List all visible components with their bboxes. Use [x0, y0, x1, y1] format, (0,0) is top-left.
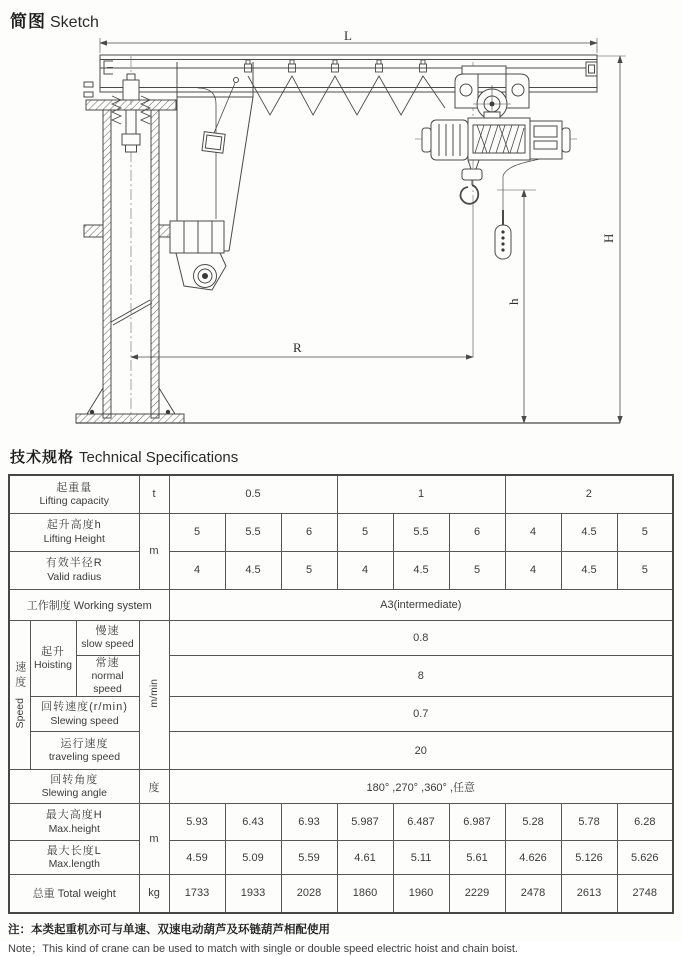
- hoist-trolley: [455, 66, 529, 123]
- height-value: 5.5: [393, 513, 449, 551]
- row-slewing-angle: [9, 770, 673, 804]
- radius-value: 4: [505, 551, 561, 589]
- max-length-value: 5.59: [281, 841, 337, 875]
- specs-title-zh: 技术规格: [10, 449, 75, 466]
- row-label-max-length: 最大长度L Max.length: [9, 841, 139, 875]
- speed-group-label: 速度 Speed: [9, 620, 30, 770]
- row-normal-speed: [9, 655, 673, 697]
- unit-meters-2: m: [139, 804, 169, 875]
- height-value: 5: [169, 513, 225, 551]
- max-length-value: 5.126: [561, 841, 617, 875]
- max-length-value: 5.626: [617, 841, 673, 875]
- row-slewing-speed: [9, 697, 673, 732]
- note-chinese: 注：本类起重机亦可与单速、双速电动葫芦及环链葫芦相配使用: [8, 923, 330, 936]
- sketch-section: [0, 0, 682, 446]
- total-weight-value: 1960: [393, 875, 449, 913]
- max-height-value: 6.28: [617, 804, 673, 841]
- height-value: 6: [281, 513, 337, 551]
- total-weight-value: 2748: [617, 875, 673, 913]
- max-height-value: 6.987: [449, 804, 505, 841]
- capacity-value: 1: [337, 475, 505, 513]
- max-height-value: 5.987: [337, 804, 393, 841]
- normal-speed-value: 8: [169, 655, 673, 697]
- height-value: 5: [337, 513, 393, 551]
- row-label-slow-speed: 慢速 slow speed: [76, 620, 139, 655]
- junction-box: [202, 78, 239, 154]
- row-label-lifting-height: 起升高度h Lifting Height: [9, 513, 139, 551]
- height-value: 4.5: [561, 513, 617, 551]
- row-working-system: [9, 589, 673, 620]
- height-value: 5: [617, 513, 673, 551]
- max-length-value: 4.59: [169, 841, 225, 875]
- slewing-head: [170, 62, 253, 290]
- height-value: 6: [449, 513, 505, 551]
- specs-title-en: Technical Specifications: [79, 449, 239, 466]
- row-lifting-height: [9, 513, 673, 551]
- electric-hoist: [415, 118, 577, 160]
- max-length-value: 5.11: [393, 841, 449, 875]
- row-valid-radius: [9, 551, 673, 589]
- hook-block: [461, 160, 482, 204]
- traveling-speed-value: 20: [169, 732, 673, 770]
- dim-label-h: h: [506, 298, 521, 305]
- row-label-valid-radius: 有效半径R Valid radius: [9, 551, 139, 589]
- row-max-length: [9, 841, 673, 875]
- max-height-value: 6.43: [225, 804, 281, 841]
- festoon-hangers: [245, 60, 427, 72]
- height-value: 4: [505, 513, 561, 551]
- unit-lifting-capacity: t: [139, 475, 169, 513]
- radius-value: 4.5: [561, 551, 617, 589]
- max-length-value: 4.626: [505, 841, 561, 875]
- sketch-title: [10, 7, 99, 32]
- max-length-value: 4.61: [337, 841, 393, 875]
- max-height-value: 5.78: [561, 804, 617, 841]
- unit-meters: m: [139, 513, 169, 589]
- working-system-value: A3(intermediate): [169, 589, 673, 620]
- row-total-weight: [9, 875, 673, 913]
- dim-label-L: L: [344, 28, 352, 43]
- hoisting-group-label: 起升 Hoisting: [30, 620, 76, 697]
- unit-degrees: 度: [139, 770, 169, 804]
- radius-value: 5: [281, 551, 337, 589]
- sketch-title-en: Sketch: [50, 14, 99, 31]
- row-traveling-speed: [9, 732, 673, 770]
- unit-kg: kg: [139, 875, 169, 913]
- row-label-total-weight: 总重 Total weight: [9, 875, 139, 913]
- slewing-speed-value: 0.7: [169, 697, 673, 732]
- max-height-value: 5.28: [505, 804, 561, 841]
- row-label-working-system: 工作制度 Working system: [9, 589, 169, 620]
- radius-value: 4.5: [393, 551, 449, 589]
- column: [76, 74, 184, 423]
- slow-speed-value: 0.8: [169, 620, 673, 655]
- pendant-control: [495, 159, 540, 259]
- radius-value: 4.5: [225, 551, 281, 589]
- capacity-value: 2: [505, 475, 673, 513]
- sketch-linework: [76, 38, 626, 423]
- row-label-slewing-angle: 回转角度 Slewing angle: [9, 770, 139, 804]
- radius-value: 5: [617, 551, 673, 589]
- total-weight-value: 1933: [225, 875, 281, 913]
- dimension-labels: [293, 28, 616, 355]
- total-weight-value: 1733: [169, 875, 225, 913]
- specs-title: [10, 446, 682, 467]
- row-max-height: [9, 804, 673, 841]
- max-height-value: 6.487: [393, 804, 449, 841]
- max-height-value: 5.93: [169, 804, 225, 841]
- total-weight-value: 2229: [449, 875, 505, 913]
- total-weight-value: 1860: [337, 875, 393, 913]
- slewing-angle-value: 180° ,270° ,360° ,任意: [169, 770, 673, 804]
- row-label-slewing-speed: 回转速度(r/min) Slewing speed: [30, 697, 139, 732]
- spec-table: [8, 474, 674, 914]
- crane-sketch-drawing: [0, 0, 682, 446]
- sketch-title-zh: 简图: [10, 12, 46, 31]
- radius-value: 4: [337, 551, 393, 589]
- capacity-value: 0.5: [169, 475, 337, 513]
- row-slow-speed: [9, 620, 673, 655]
- radius-value: 4: [169, 551, 225, 589]
- row-label-lifting-capacity: 起重量 Lifting capacity: [9, 475, 139, 513]
- height-value: 5.5: [225, 513, 281, 551]
- row-label-normal-speed: 常速 normal speed: [76, 655, 139, 697]
- row-lifting-capacity: [9, 475, 673, 513]
- unit-speed: m/min: [139, 620, 169, 770]
- total-weight-value: 2478: [505, 875, 561, 913]
- radius-value: 5: [449, 551, 505, 589]
- total-weight-value: 2028: [281, 875, 337, 913]
- row-label-max-height: 最大高度H Max.height: [9, 804, 139, 841]
- max-height-value: 6.93: [281, 804, 337, 841]
- row-label-traveling-speed: 运行速度 traveling speed: [30, 732, 139, 770]
- dim-label-R: R: [293, 340, 302, 355]
- total-weight-value: 2613: [561, 875, 617, 913]
- dim-label-H: H: [601, 233, 616, 243]
- note-english: Note；This kind of crane can be used to match with single or double speed electric hoist and chain boist.: [8, 942, 518, 955]
- notes: [8, 921, 682, 956]
- max-length-value: 5.09: [225, 841, 281, 875]
- max-length-value: 5.61: [449, 841, 505, 875]
